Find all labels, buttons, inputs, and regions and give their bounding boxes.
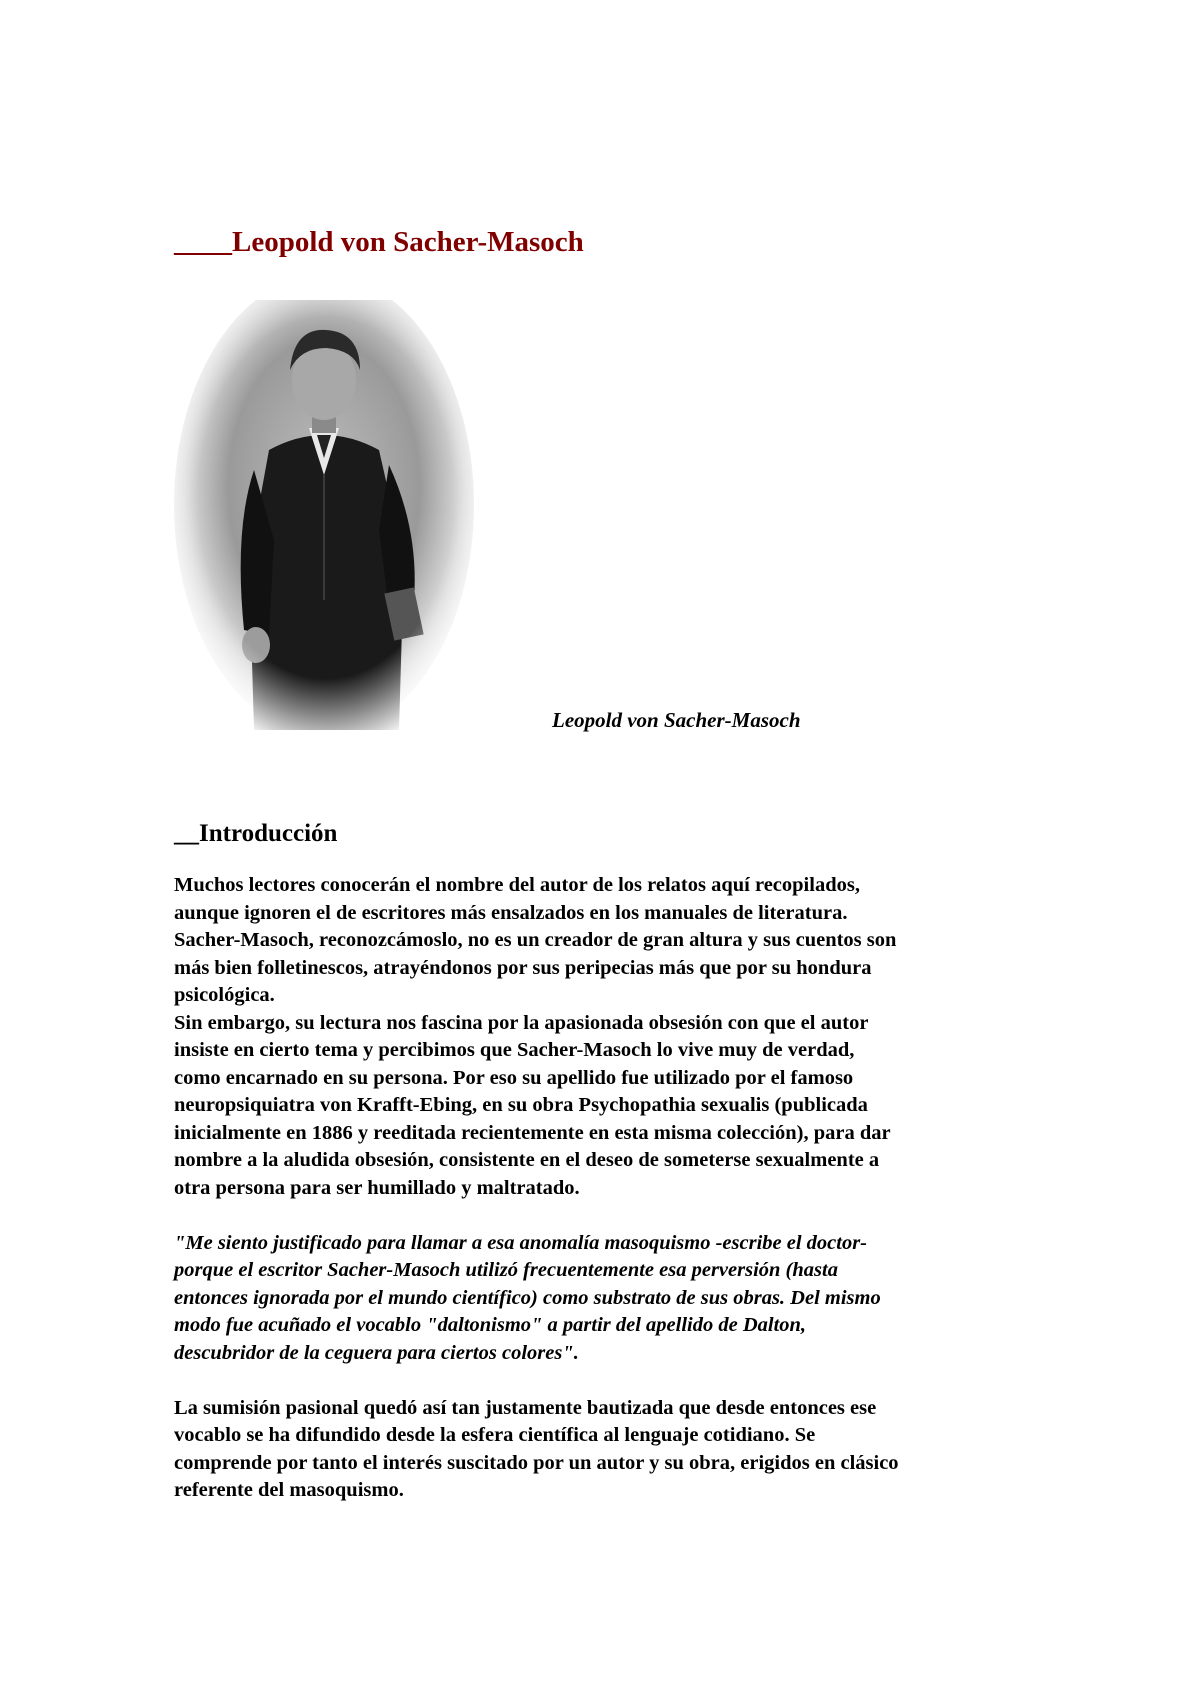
paragraph-line: psicológica. bbox=[174, 984, 275, 1006]
paragraph-3 bbox=[174, 1395, 1054, 1505]
paragraph-line: nombre a la aludida obsesión, consistente en el deseo de someterse sexualmente a bbox=[174, 1149, 880, 1171]
paragraph-line: insiste en cierto tema y percibimos que Sacher-Masoch lo vive muy de verdad, bbox=[174, 1039, 855, 1061]
article-body bbox=[174, 872, 1054, 1505]
quote-line: modo fue acuñado el vocablo "daltonismo" a partir del apellido de Dalton, bbox=[174, 1314, 807, 1336]
quote-line: entonces ignorada por el mundo científico) como substrato de sus obras. Del mismo bbox=[174, 1286, 881, 1309]
portrait-photo bbox=[174, 300, 478, 730]
paragraph-2 bbox=[174, 1010, 1054, 1203]
paragraph-line: como encarnado en su persona. Por eso su apellido fue utilizado por el famoso bbox=[174, 1066, 854, 1089]
paragraph-line: comprende por tanto el interés suscitado por un autor y su obra, erigidos en clásico bbox=[174, 1451, 899, 1474]
paragraph-line: Muchos lectores conocerán el nombre del autor de los relatos aquí recopilados, bbox=[174, 874, 860, 896]
paragraph-line: vocablo se ha difundido desde la esfera científica al lenguaje cotidiano. Se bbox=[174, 1424, 816, 1446]
paragraph-line: Sacher-Masoch, reconozcámoslo, no es un creador de gran altura y sus cuentos son bbox=[174, 929, 897, 951]
portrait-caption: Leopold von Sacher-Masoch bbox=[552, 708, 801, 732]
paragraph-line: inicialmente en 1886 y reeditada recientemente en esta misma colección), para dar bbox=[174, 1121, 891, 1144]
paragraph-line: La sumisión pasional quedó así tan justamente bautizada que desde entonces ese bbox=[174, 1396, 877, 1419]
paragraph-line: Sin embargo, su lectura nos fascina por la apasionada obsesión con que el autor bbox=[174, 1011, 869, 1034]
quote-line: "Me siento justificado para llamar a esa anomalía masoquismo -escribe el doctor- bbox=[174, 1231, 868, 1254]
quote-line: porque el escritor Sacher-Masoch utilizó frecuentemente esa perversión (hasta bbox=[174, 1259, 838, 1281]
paragraph-line: aunque ignoren el de escritores más ensalzados en los manuales de literatura. bbox=[174, 901, 848, 924]
portrait-illustration bbox=[174, 300, 478, 730]
paragraph-line: neuropsiquiatra von Krafft-Ebing, en su obra Psychopathia sexualis (publicada bbox=[174, 1094, 868, 1116]
paragraph-line: otra persona para ser humillado y maltratado. bbox=[174, 1176, 580, 1199]
quote-line: descubridor de la ceguera para ciertos colores". bbox=[174, 1341, 579, 1364]
page-title: ____Leopold von Sacher-Masoch bbox=[174, 226, 584, 258]
paragraph-1 bbox=[174, 872, 1054, 1010]
section-heading: __Introducción bbox=[174, 820, 338, 847]
paragraph-line: referente del masoquismo. bbox=[174, 1479, 404, 1501]
paragraph-line: más bien folletinescos, atrayéndonos por sus peripecias más que por su hondura bbox=[174, 956, 872, 979]
quote-paragraph bbox=[174, 1230, 1054, 1368]
